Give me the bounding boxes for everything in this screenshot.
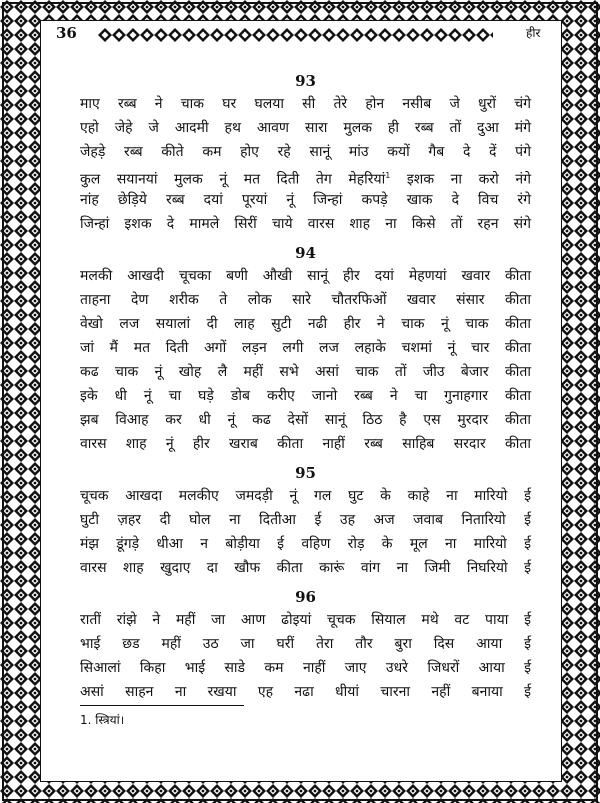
verse-line: रातीं रांझे ने महीं जा आण ढोइयां चूचक सियाल मथे वट पाया ई [80, 612, 531, 628]
verse-line: घुटी ज़हर दी घोल ना दितीआ ई उह अज जवाब नितारियो ई [80, 512, 531, 528]
verse-line-with-footnote [80, 164, 531, 188]
verse-number: 96 [295, 588, 316, 606]
running-title: हीर [526, 26, 541, 40]
verse-93 [80, 70, 531, 236]
footnote-marker: 1 [385, 171, 391, 180]
verse-line-text: इशक ना करो नंगे [390, 171, 531, 188]
verse-line: मलकी आखदी चूचका बणी औखी सानूं हीर दयां मेहणयां खवार कीता [80, 268, 531, 284]
verse-body [80, 70, 531, 704]
page-number: 36 [56, 24, 77, 42]
verse-95 [80, 462, 531, 580]
header-ornament [98, 28, 493, 42]
verse-line: एहो जेहे जे आदमी हथ आवण सारा मुलक ही रब्ब तों दुआ मंगे [80, 120, 531, 136]
verse-line: कढ चाक नूं खोह लै महीं सभे असां चाक तों जीउ बेजार कीता [80, 364, 531, 380]
verse-line: मंझ डूंगड़े धीआ न बोड़ीया ई वहिण रोड़ के मूल ना मारियो ई [80, 536, 531, 552]
verse-line: माए रब्ब ने चाक घर घलया सी तेरे होन नसीब जे धुरों चंगे [80, 96, 531, 112]
page-header [40, 22, 560, 48]
verse-line: नांह छेड़िये रब्ब दयां पूरयां नूं जिन्हां कपड़े खाक दे विच रंगे [80, 192, 531, 208]
verse-line: भाई छड महीं उठ जा घरीं तेरा तौर बुरा दिस आया ई [80, 636, 531, 652]
verse-line: वारस शाह नूं हीर खराब कीता नाहीं रब्ब साहिब सरदार कीता [80, 436, 531, 452]
verse-line: झब विआह कर धी नूं कढ देसों सानूं ठिठ है एस मुरदार कीता [80, 412, 531, 428]
footnote: 1. स्त्रियां। [80, 713, 125, 727]
verse-line: जां मैं मत दिती अगों लड़न लगी लज लहाके चशमां नूं चार कीता [80, 340, 531, 356]
verse-line: सिआलां किहा भाई साडे कम नाहीं जाए उधरे जिधरों आया ई [80, 660, 531, 676]
footnote-rule [80, 705, 244, 706]
verse-line: जेहड़े रब्ब कीते कम होए रहे सानूं मांउ कयों गैब दे दें पंगे [80, 144, 531, 160]
verse-line-text: कुल सयानयां मुलक नूं मत दिती तेग मेहरियां [80, 171, 386, 188]
verse-number: 93 [295, 72, 316, 90]
verse-line: वारस शाह खुदाए दा खौफ कीता कारूं वांग ना जिमी निघरियो ई [80, 560, 531, 576]
verse-line: असां साहन ना रखया एह नढा धीयां चारना नहीं बनाया ई [80, 684, 531, 700]
verse-96 [80, 586, 531, 704]
verse-line: चूचक आखदा मलकीए जमदड़ी नूं गल घुट के काहे ना मारियो ई [80, 488, 531, 504]
verse-line: ताहना देण शरीक ते लोक सारे चौतरफिओं खवार संसार कीता [80, 292, 531, 308]
verse-line: इके धी नूं चा घड़े डोब करीए जानो रब्ब ने चा गुनाहगार कीता [80, 388, 531, 404]
verse-line: वेखो लज सयालां दी लाह सुटी नढी हीर ने चाक नूं चाक कीता [80, 316, 531, 332]
verse-number: 94 [295, 244, 316, 262]
verse-number: 95 [295, 464, 316, 482]
verse-94 [80, 242, 531, 456]
verse-line: जिन्हां इशक दे मामले सिरीं चाये वारस शाह ना किसे तों रहन संगे [80, 216, 531, 232]
